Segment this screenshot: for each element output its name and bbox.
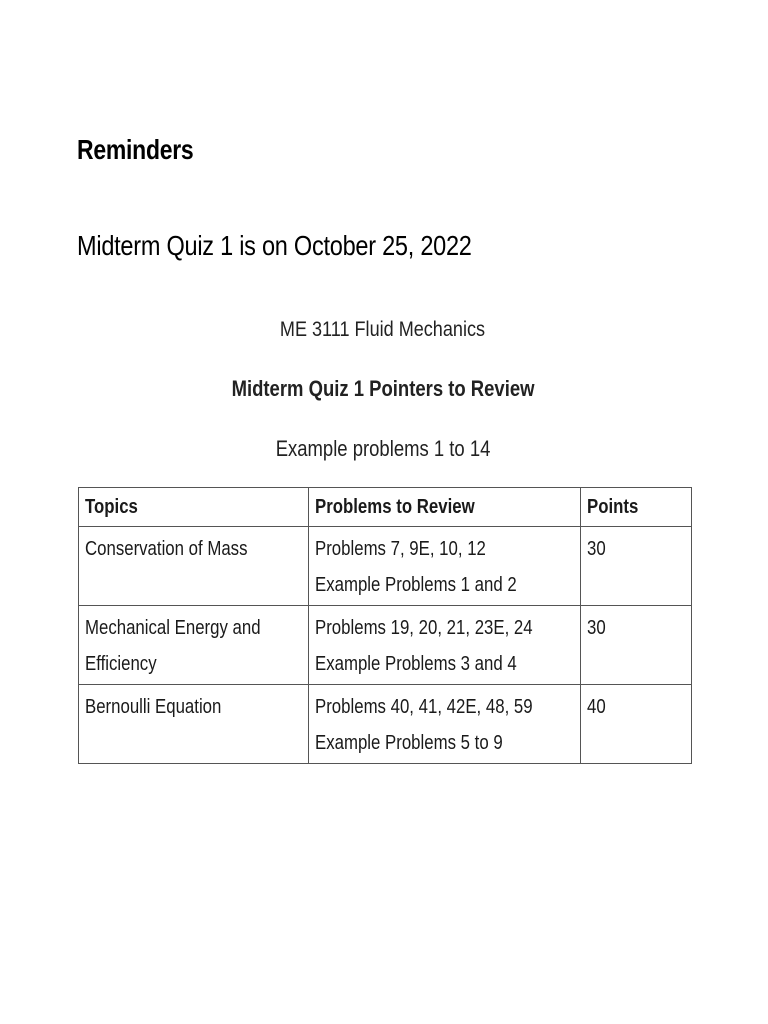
midterm-date-reminder: Midterm Quiz 1 is on October 25, 2022 — [77, 230, 472, 261]
topic-cell — [79, 685, 309, 764]
problems-cell — [309, 606, 581, 685]
problems-text: Problems 7, 9E, 10, 12 — [315, 538, 487, 560]
header-topics-label: Topics — [85, 496, 138, 518]
example-problems-range: Example problems 1 to 14 — [275, 436, 491, 461]
header-points-label: Points — [587, 496, 639, 518]
reminders-heading: Reminders — [77, 134, 194, 165]
problems-cell — [309, 527, 581, 606]
points-cell — [581, 606, 692, 685]
table-row — [79, 685, 692, 764]
header-topics — [79, 488, 309, 527]
problems-cell — [309, 685, 581, 764]
points-value: 30 — [587, 617, 606, 639]
header-problems-label: Problems to Review — [315, 496, 475, 518]
header-problems-to-review — [309, 488, 581, 527]
course-title: ME 3111 Fluid Mechanics — [279, 318, 486, 341]
topic-text: Conservation of Mass — [85, 538, 248, 560]
points-cell — [581, 527, 692, 606]
table-header-row — [79, 488, 692, 527]
example-problems-text: Example Problems 3 and 4 — [315, 653, 517, 675]
header-points — [581, 488, 692, 527]
example-problems-text: Example Problems 1 and 2 — [315, 574, 517, 596]
problems-text: Problems 19, 20, 21, 23E, 24 — [315, 617, 533, 639]
topic-cell — [79, 606, 309, 685]
points-value: 40 — [587, 696, 606, 718]
example-problems-text: Example Problems 5 to 9 — [315, 732, 503, 754]
table-row — [79, 527, 692, 606]
topic-text: Mechanical Energy and — [85, 617, 261, 639]
problems-text: Problems 40, 41, 42E, 48, 59 — [315, 696, 533, 718]
review-pointers-title: Midterm Quiz 1 Pointers to Review — [231, 376, 535, 401]
table-row — [79, 606, 692, 685]
points-value: 30 — [587, 538, 606, 560]
topic-cell — [79, 527, 309, 606]
topic-text-continued: Efficiency — [85, 653, 157, 675]
review-topics-table — [78, 487, 692, 764]
points-cell — [581, 685, 692, 764]
topic-text: Bernoulli Equation — [85, 696, 222, 718]
